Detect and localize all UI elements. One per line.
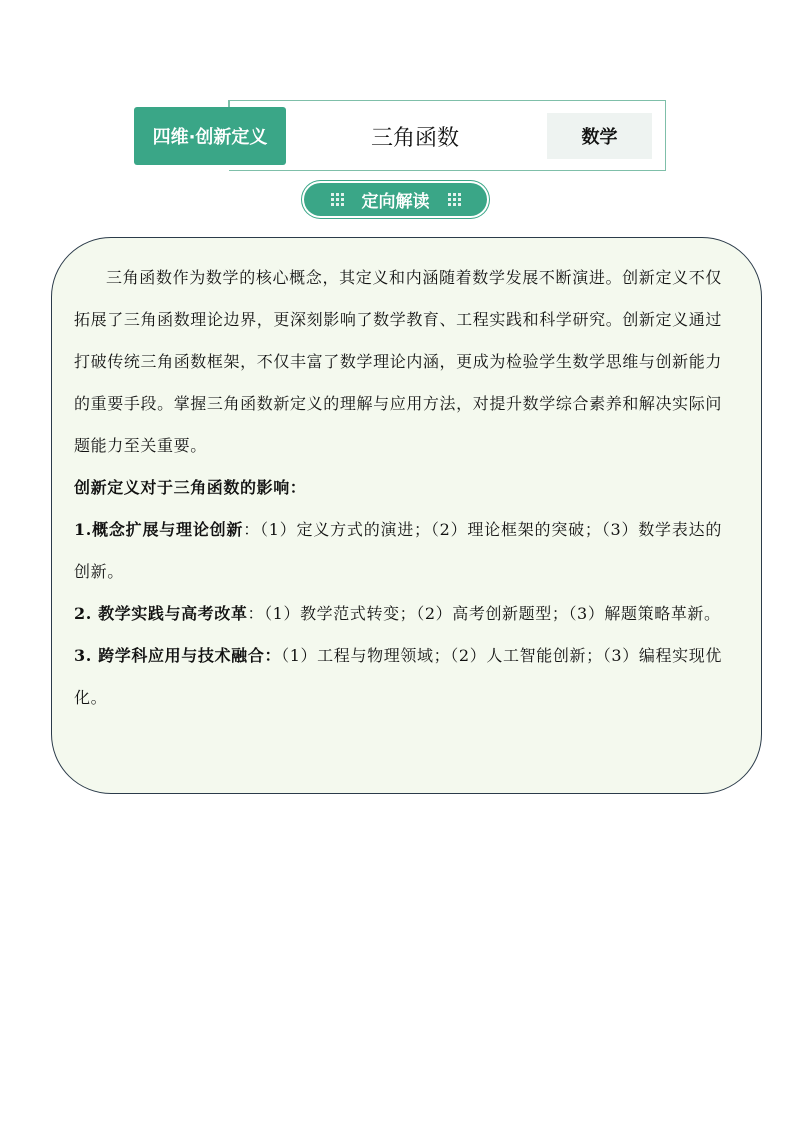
impact-item-1-title: 1.概念扩展与理论创新: [74, 520, 244, 539]
impact-item-2-body: ：（1）教学范式转变；（2）高考创新题型；（3）解题策略革新。: [247, 604, 721, 623]
impact-item-2-title: 2. 教学实践与高考改革: [74, 604, 248, 623]
section-label: 定向解读: [361, 192, 430, 212]
subject-badge: 数学: [547, 113, 652, 159]
impact-item-1-body: ：（1）定义方式的演进；（2）理论框架的突破；（3）数学表达的创新。: [74, 520, 723, 581]
dots-left-icon: [331, 193, 344, 206]
dots-right-icon: [448, 193, 461, 206]
impact-item-2: [74, 593, 722, 635]
page-title: 三角函数: [370, 125, 459, 151]
impact-item-3-body: （1）工程与物理领域；（2）人工智能创新；（3）编程实现优化。: [74, 646, 722, 707]
impact-item-1: [74, 509, 722, 593]
impact-heading: 创新定义对于三角函数的影响：: [74, 478, 307, 497]
impact-item-3-title: 3. 跨学科应用与技术融合：: [74, 646, 282, 665]
content-body: [74, 257, 722, 719]
header-tag: 四维·创新定义: [134, 107, 286, 165]
impact-item-3: [74, 635, 722, 719]
section-pill: [302, 181, 489, 218]
intro-paragraph: 三角函数作为数学的核心概念，其定义和内涵随着数学发展不断演进。创新定义不仅拓展了三角函数理论边界，更深刻影响了数学教育、工程实践和科学研究。创新定义通过打破传统三角函数框架，不仅丰富了数学理论内涵，更成为检验学生数学思维与创新能力的重要手段。掌握三角函数新定义的理解与应用方法，对提升数学综合素养和解决实际问题能力至关重要。: [74, 268, 722, 455]
